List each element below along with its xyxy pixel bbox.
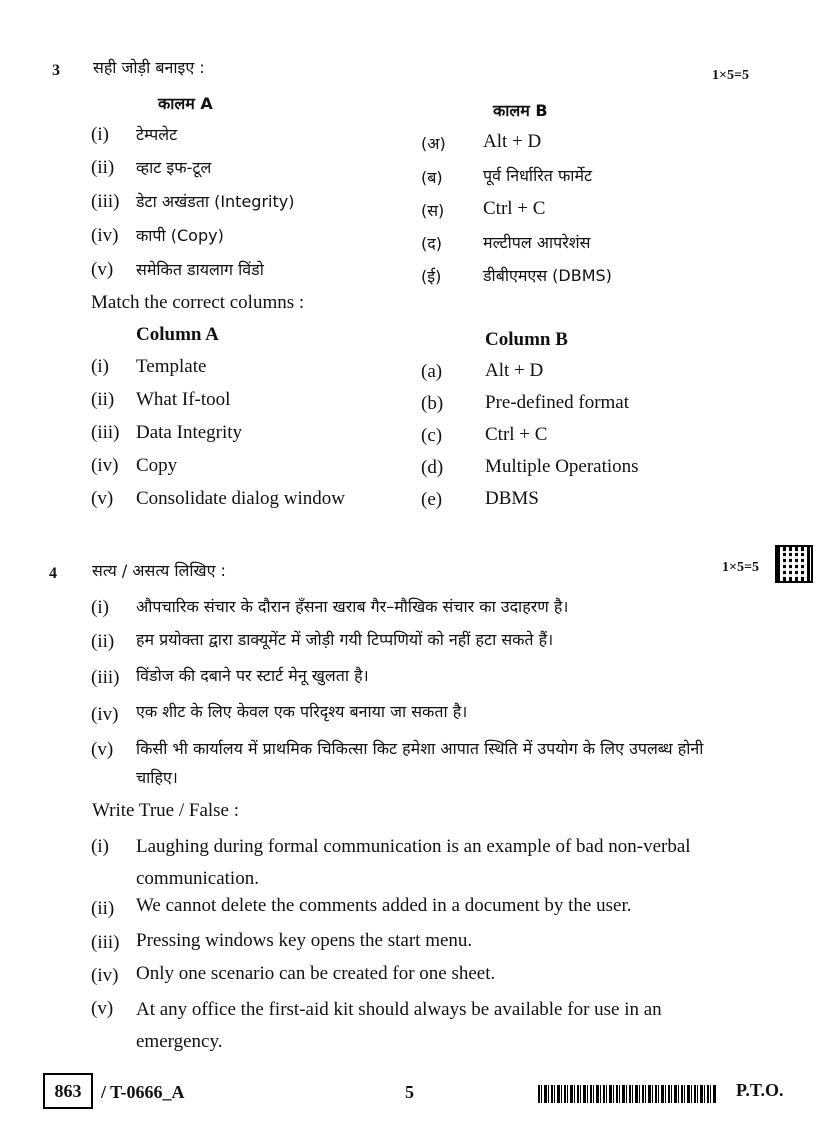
hi-tf-3-text: विंडोज की दबाने पर स्टार्ट मेनू खुलता है।	[136, 666, 369, 685]
qr-code	[775, 545, 813, 583]
column-b-title-hindi: कालम B	[493, 101, 548, 120]
hi-row-4-col-b: मल्टीपल आपरेशंस	[483, 233, 591, 252]
en-tf-1-text: Laughing during formal communication is an example of bad non-verbal communication.	[136, 836, 691, 889]
en-row-1-num: (i)	[91, 356, 109, 377]
en-row-3-num: (iii)	[91, 422, 120, 443]
hi-row-1-col-b: Alt + D	[483, 131, 542, 152]
en-row-5-num: (v)	[91, 488, 114, 509]
en-row-2-letter: (b)	[421, 393, 444, 414]
en-row-1-col-b: Alt + D	[485, 360, 544, 381]
en-row-4-col-a: Copy	[136, 455, 178, 476]
en-row-1-col-a: Template	[136, 356, 207, 377]
question-3-instruction-english: Match the correct columns :	[91, 292, 305, 313]
pto-label: P.T.O.	[736, 1080, 784, 1100]
question-4-instruction-english: Write True / False :	[92, 800, 240, 821]
en-row-1-letter: (a)	[421, 361, 443, 382]
question-4-marks: 1×5=5	[722, 560, 759, 575]
hi-row-5-num: (v)	[91, 259, 114, 280]
column-b-title: Column B	[485, 329, 568, 350]
column-a-title-hindi: कालम A	[158, 94, 213, 113]
hi-row-1-letter: (अ)	[421, 134, 446, 153]
column-a-title: Column A	[136, 324, 219, 345]
hi-row-5-col-b: डीबीएमएस (DBMS)	[483, 266, 612, 285]
en-tf-1-num: (i)	[91, 836, 109, 857]
en-row-2-col-a: What If-tool	[136, 389, 231, 410]
en-row-2-num: (ii)	[91, 389, 115, 410]
hi-row-3-letter: (स)	[421, 201, 445, 220]
hi-row-1-col-a: टेम्पलेट	[136, 125, 178, 144]
hi-tf-2-text: हम प्रयोक्ता द्वारा डाक्यूमेंट में जोड़ी गयी टिप्पणियों को नहीं हटा सकते हैं।	[136, 630, 554, 649]
en-tf-2-text: We cannot delete the comments added in a document by the user.	[136, 895, 632, 916]
hi-tf-1-num: (i)	[91, 597, 109, 618]
hi-row-2-num: (ii)	[91, 157, 115, 178]
hi-tf-3-num: (iii)	[91, 667, 120, 688]
hi-tf-5-num: (v)	[91, 739, 114, 760]
en-row-4-num: (iv)	[91, 455, 119, 476]
hi-row-1-num: (i)	[91, 124, 109, 145]
hi-row-5-letter: (ई)	[421, 267, 442, 286]
en-row-5-col-a: Consolidate dialog window	[136, 488, 345, 509]
hi-row-4-col-a: कापी (Copy)	[136, 226, 224, 245]
hi-row-2-col-a: व्हाट इफ-टूल	[136, 158, 212, 177]
barcode	[538, 1085, 716, 1103]
page-number: 5	[405, 1082, 414, 1102]
hi-row-3-col-a: डेटा अखंडता (Integrity)	[136, 192, 295, 211]
hi-row-3-num: (iii)	[91, 191, 120, 212]
en-row-5-col-b: DBMS	[485, 488, 539, 509]
hi-tf-4-text: एक शीट के लिए केवल एक परिदृश्य बनाया जा सकता है।	[136, 702, 468, 721]
paper-id: / T-0666_A	[101, 1082, 185, 1102]
hi-row-3-col-b: Ctrl + C	[483, 198, 546, 219]
en-tf-3-text: Pressing windows key opens the start menu.	[136, 930, 473, 951]
en-tf-4-num: (iv)	[91, 965, 119, 986]
hi-tf-4-num: (iv)	[91, 704, 119, 725]
en-tf-3-num: (iii)	[91, 932, 120, 953]
hi-row-2-letter: (ब)	[421, 168, 443, 187]
en-tf-4-text: Only one scenario can be created for one sheet.	[136, 963, 496, 984]
en-row-5-letter: (e)	[421, 489, 443, 510]
en-row-4-letter: (d)	[421, 457, 444, 478]
hi-tf-1-text: औपचारिक संचार के दौरान हँसना खराब गैर–मौखिक संचार का उदाहरण है।	[136, 597, 569, 616]
en-row-3-col-b: Ctrl + C	[485, 424, 548, 445]
question-4-instruction-hindi: सत्य / असत्य लिखिए :	[92, 561, 226, 580]
hi-tf-2-num: (ii)	[91, 631, 115, 652]
en-tf-5-num: (v)	[91, 998, 114, 1019]
question-3-marks: 1×5=5	[712, 68, 749, 83]
hi-row-5-col-a: समेकित डायलाग विंडो	[136, 260, 264, 279]
hi-row-4-num: (iv)	[91, 225, 119, 246]
en-row-3-letter: (c)	[421, 425, 443, 446]
en-tf-2-num: (ii)	[91, 898, 115, 919]
hi-tf-5-text: किसी भी कार्यालय में प्राथमिक चिकित्सा किट हमेशा आपात स्थिति में उपयोग के लिए उपलब्ध होनी चाहिए।	[136, 739, 704, 787]
en-tf-5-text: At any office the first-aid kit should always be available for use in an emergency.	[136, 999, 662, 1052]
en-row-4-col-b: Multiple Operations	[485, 456, 639, 477]
en-row-3-col-a: Data Integrity	[136, 422, 243, 443]
paper-code-box: 863	[43, 1073, 93, 1109]
hi-row-2-col-b: पूर्व निर्धारित फार्मेट	[483, 166, 593, 185]
hi-row-4-letter: (द)	[421, 234, 442, 253]
question-3-number: 3	[52, 62, 60, 79]
en-row-2-col-b: Pre-defined format	[485, 392, 630, 413]
question-3-instruction-hindi: सही जोड़ी बनाइए :	[93, 58, 205, 77]
question-4-number: 4	[49, 565, 57, 582]
